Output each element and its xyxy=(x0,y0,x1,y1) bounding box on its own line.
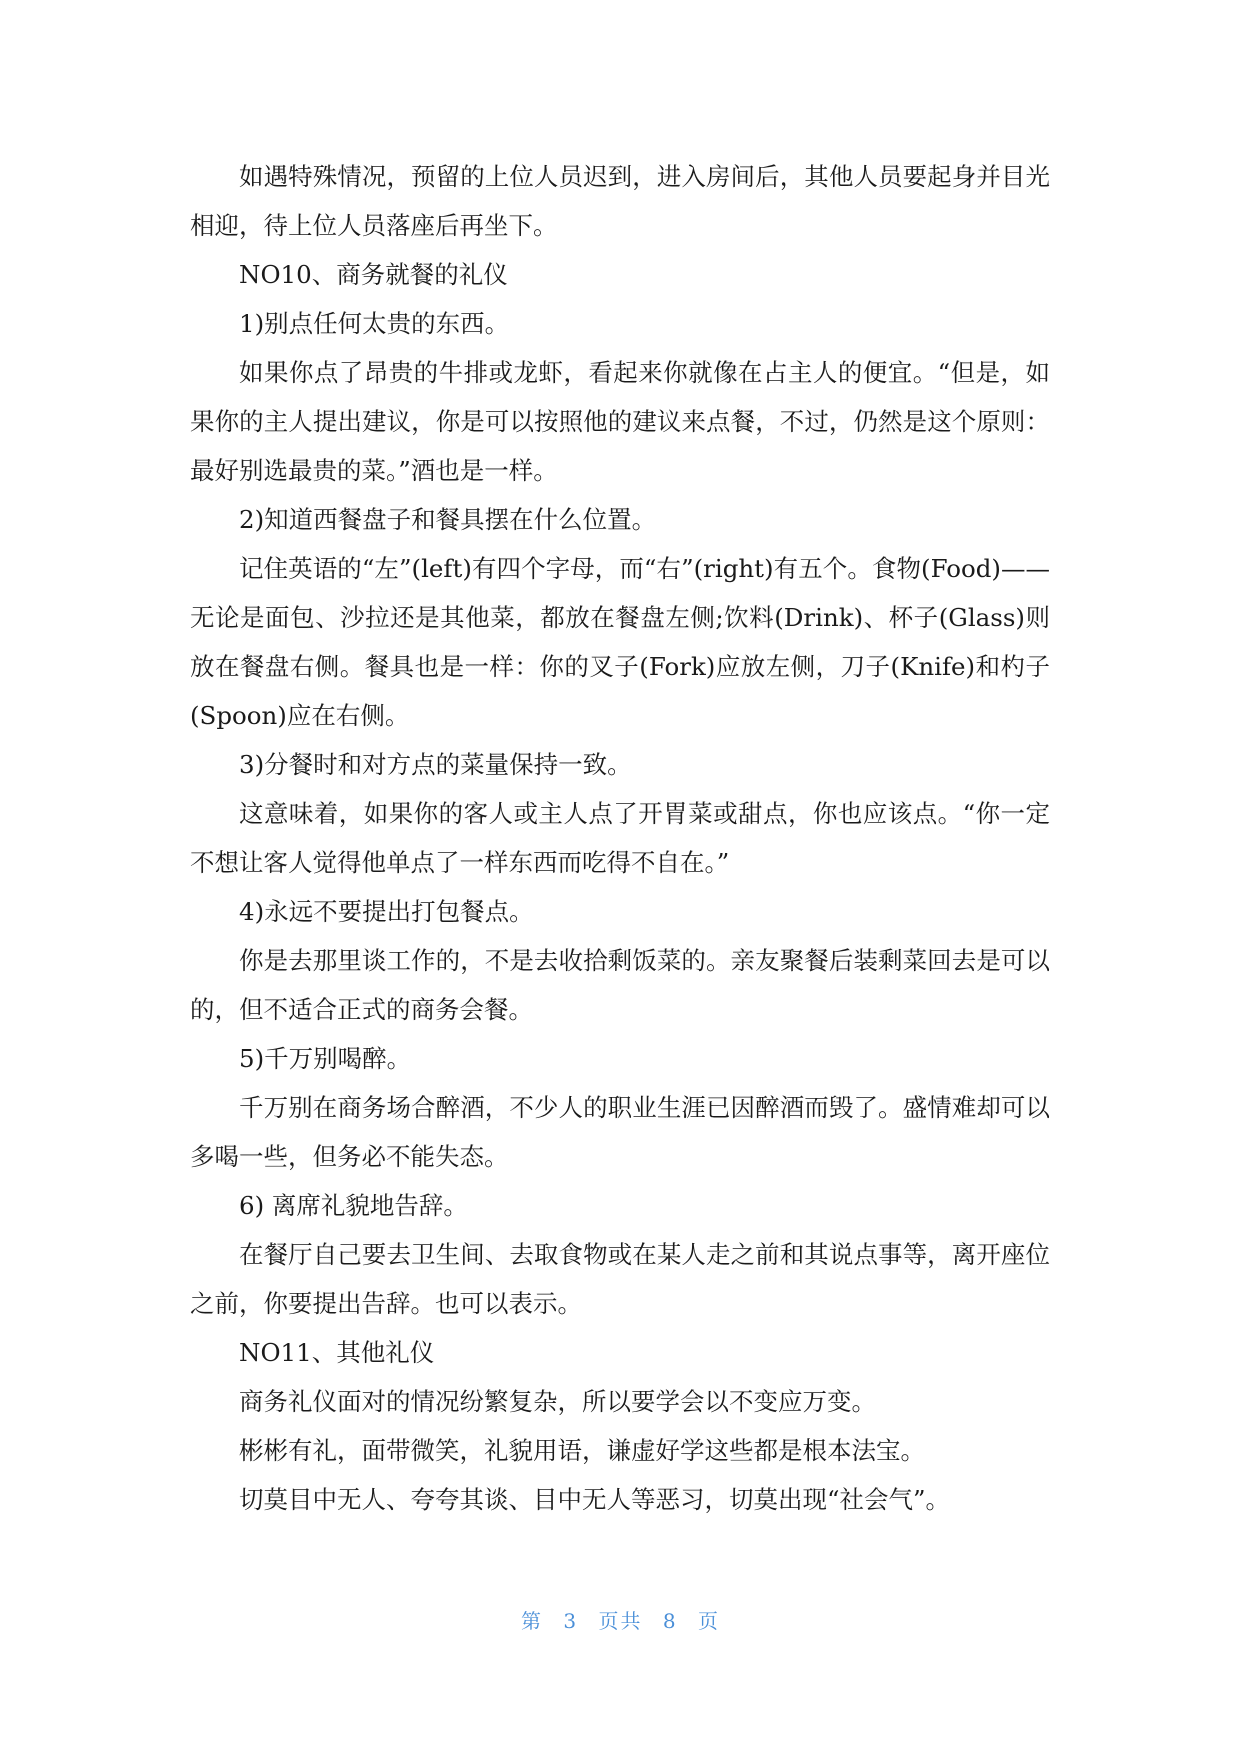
paragraph-other-3: 切莫目中无人、夸夸其谈、目中无人等恶习，切莫出现“社会气”。 xyxy=(239,1485,951,1514)
heading-business-dining: NO10、商务就餐的礼仪 xyxy=(239,260,508,289)
item-2-body: 记住英语的“左”(left)有四个字母，而“右”(right)有五个。食物(Food)——无论是面包、沙拉还是其他菜，都放在餐盘左侧;饮料(Drink)、杯子(Glass)则放在餐盘右侧。餐具也是一样：你的叉子(Fork)应放左侧，刀子(Knife)和杓子(Spoon)应在右侧。 xyxy=(190,554,1050,730)
footer-prefix: 第 xyxy=(521,1609,544,1633)
footer-middle: 页共 xyxy=(598,1609,643,1633)
paragraph-other-2: 彬彬有礼，面带微笑，礼貌用语，谦虚好学这些都是根本法宝。 xyxy=(239,1436,925,1465)
heading-other-etiquette: NO11、其他礼仪 xyxy=(239,1338,435,1367)
item-1-title: 1)别点任何太贵的东西。 xyxy=(239,309,510,338)
item-5-title: 5)千万别喝醉。 xyxy=(239,1044,412,1073)
footer-total-pages: 8 xyxy=(662,1609,678,1633)
page-footer xyxy=(0,1605,1241,1634)
item-6-title: 6) 离席礼貌地告辞。 xyxy=(239,1191,468,1220)
item-3-title: 3)分餐时和对方点的菜量保持一致。 xyxy=(239,750,632,779)
item-2-title: 2)知道西餐盘子和餐具摆在什么位置。 xyxy=(239,505,657,534)
item-5-body: 千万别在商务场合醉酒，不少人的职业生涯已因醉酒而毁了。盛情难却可以多喝一些，但务必不能失态。 xyxy=(190,1093,1050,1171)
document-body xyxy=(190,152,1050,1524)
item-3-body: 这意味着，如果你的客人或主人点了开胃菜或甜点，你也应该点。“你一定不想让客人觉得他单点了一样东西而吃得不自在。” xyxy=(190,799,1050,877)
paragraph-late-arrival: 如遇特殊情况，预留的上位人员迟到，进入房间后，其他人员要起身并目光相迎，待上位人员落座后再坐下。 xyxy=(190,162,1050,240)
item-6-body: 在餐厅自己要去卫生间、去取食物或在某人走之前和其说点事等，离开座位之前，你要提出告辞。也可以表示。 xyxy=(190,1240,1050,1318)
item-4-title: 4)永远不要提出打包餐点。 xyxy=(239,897,534,926)
item-4-body: 你是去那里谈工作的，不是去收拾剩饭菜的。亲友聚餐后装剩菜回去是可以的，但不适合正式的商务会餐。 xyxy=(190,946,1050,1024)
paragraph-other-1: 商务礼仪面对的情况纷繁复杂，所以要学会以不变应万变。 xyxy=(239,1387,876,1416)
footer-current-page: 3 xyxy=(563,1609,579,1633)
item-1-body: 如果你点了昂贵的牛排或龙虾，看起来你就像在占主人的便宜。“但是，如果你的主人提出建议，你是可以按照他的建议来点餐，不过，仍然是这个原则：最好别选最贵的菜。”酒也是一样。 xyxy=(190,358,1050,485)
footer-suffix: 页 xyxy=(697,1609,720,1633)
